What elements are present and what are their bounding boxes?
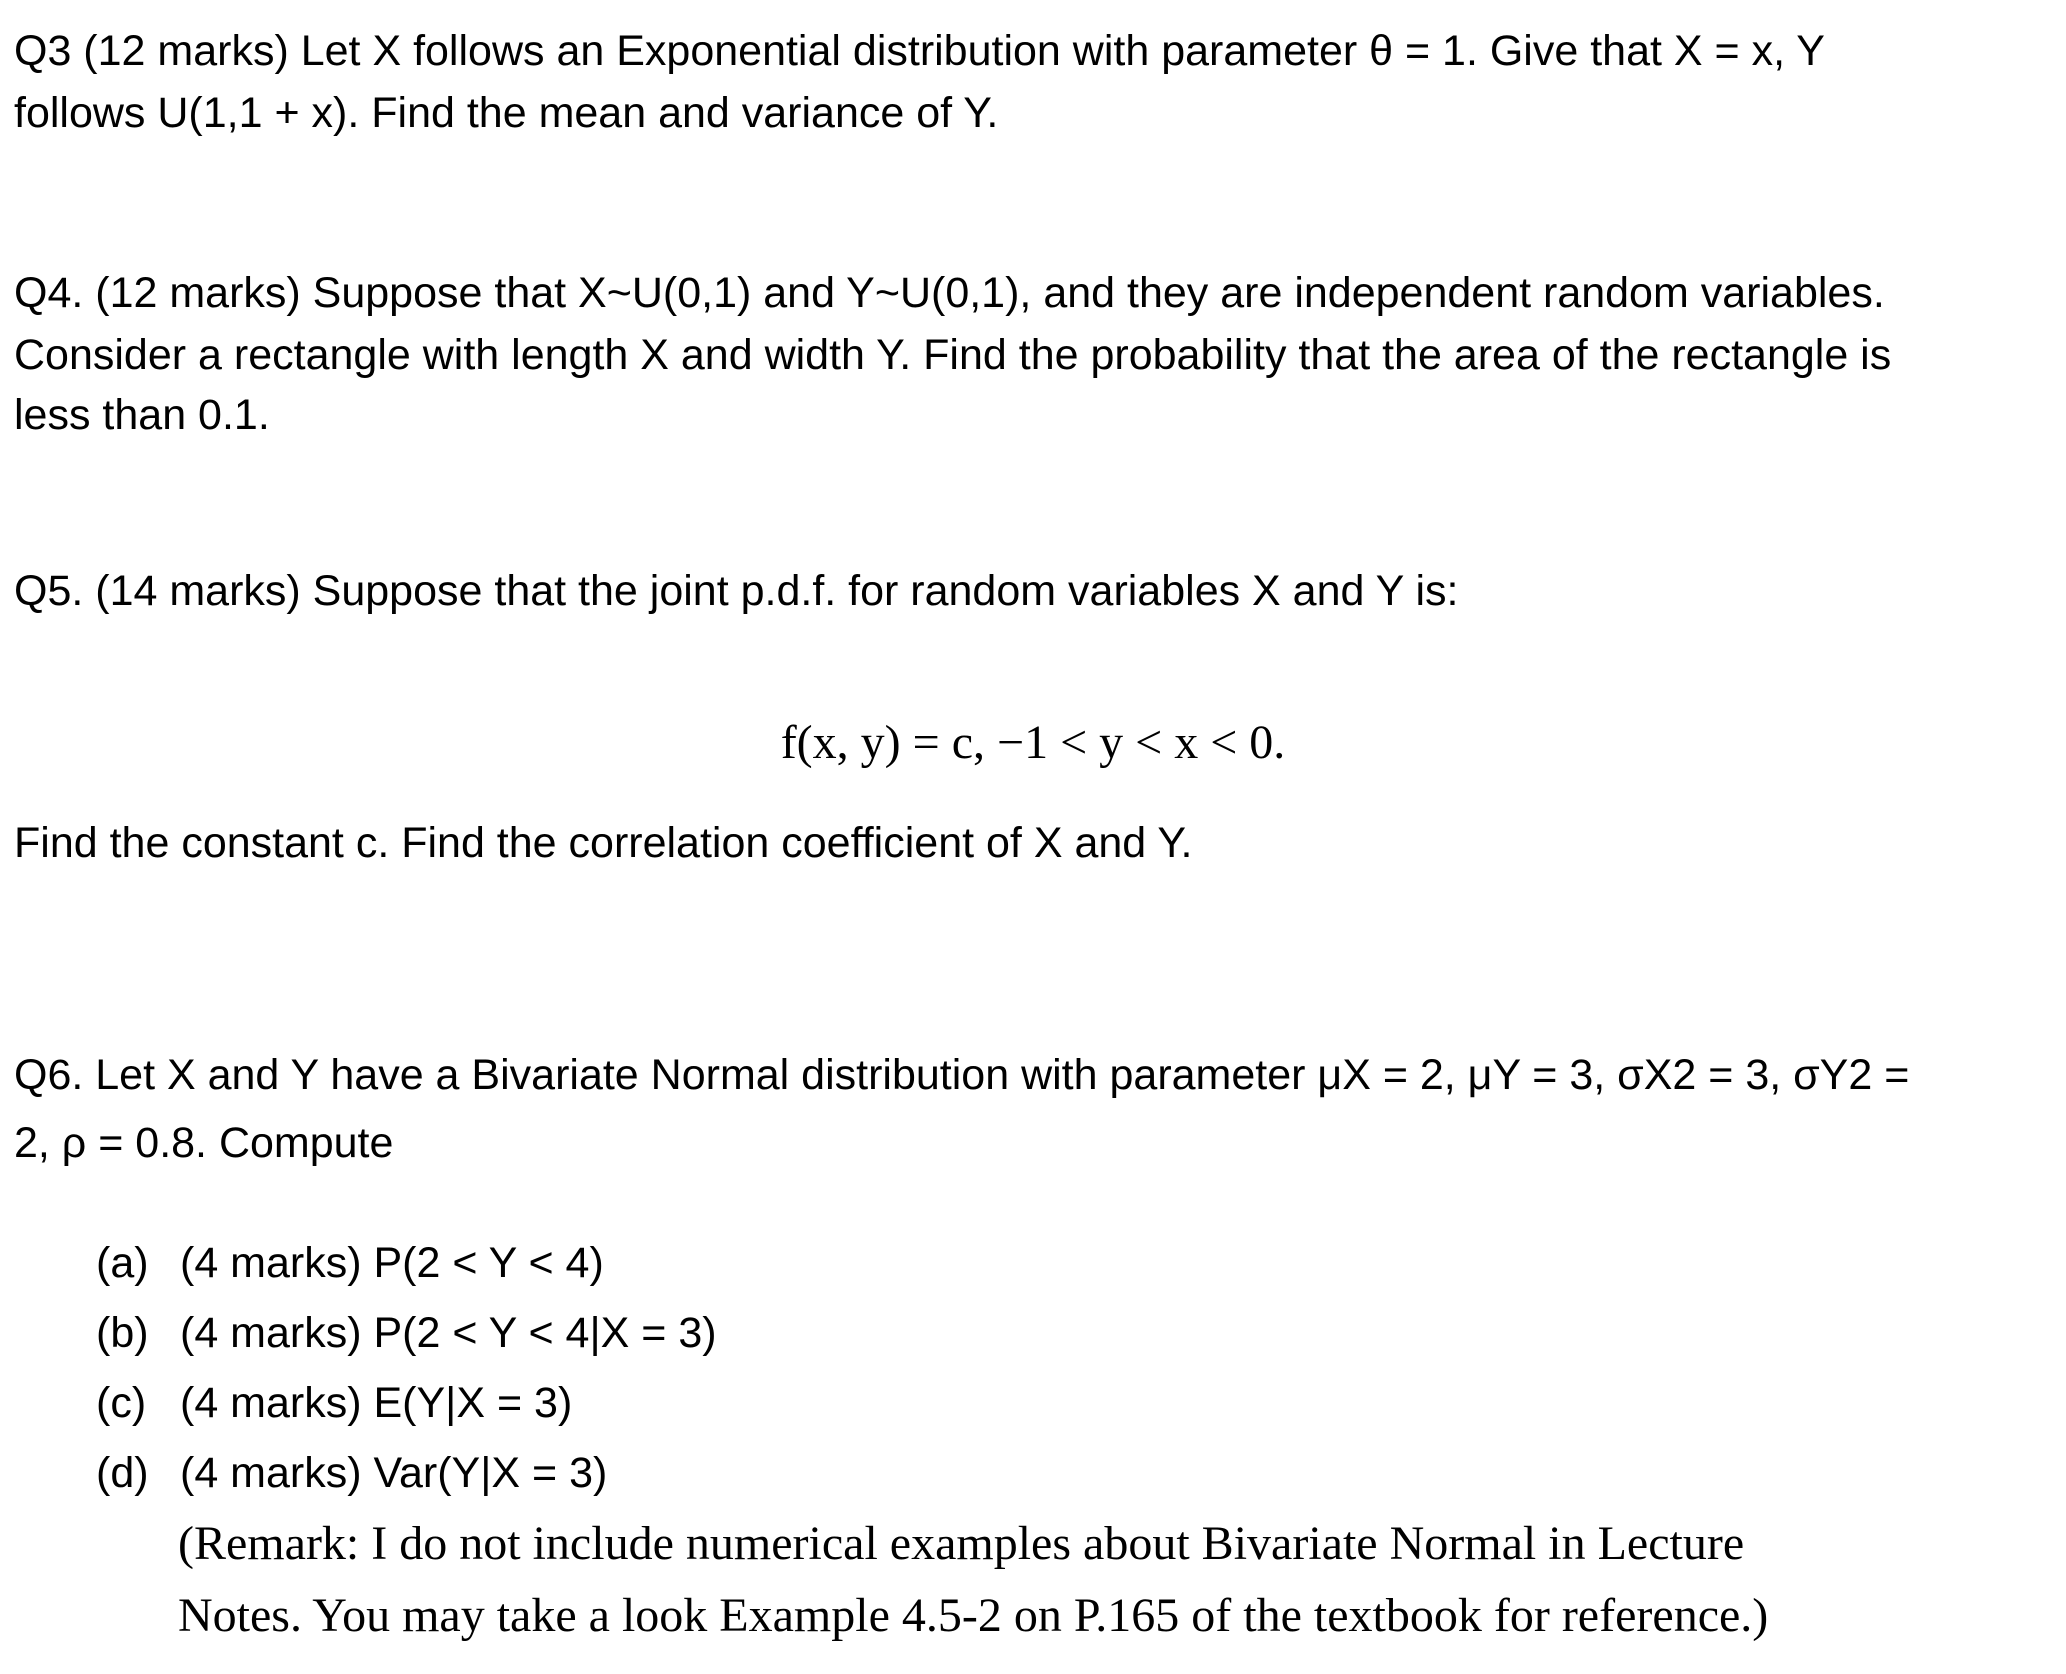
q5-line-1: Q5. (14 marks) Suppose that the joint p.d.f. for random variables X and Y is:	[14, 567, 1459, 615]
q6-line-1: Q6. Let X and Y have a Bivariate Normal distribution with parameter μX = 2, μY = 3, σX2 = 3, σY2 =	[14, 1051, 1910, 1099]
q4-line-1: Q4. (12 marks) Suppose that X~U(0,1) and Y~U(0,1), and they are independent random variables.	[14, 269, 1885, 317]
q6-item-c-text: (4 marks) E(Y|X = 3)	[180, 1379, 573, 1427]
q6-remark-line-1: (Remark: I do not include numerical examples about Bivariate Normal in Lecture	[178, 1517, 1745, 1570]
q6-item-d-label: (d)	[96, 1449, 149, 1497]
q6-item-c	[96, 1372, 572, 1434]
q6-item-b-text: (4 marks) P(2 < Y < 4|X = 3)	[180, 1309, 717, 1357]
q6-item-c-label: (c)	[96, 1379, 147, 1427]
q6-item-a-text: (4 marks) P(2 < Y < 4)	[180, 1239, 604, 1287]
q6-line-2: 2, ρ = 0.8. Compute	[14, 1119, 394, 1167]
q6-item-b	[96, 1302, 717, 1364]
q3-line-2: follows U(1,1 + x). Find the mean and variance of Y.	[14, 89, 999, 137]
q3-line-1: Q3 (12 marks) Let X follows an Exponential distribution with parameter θ = 1. Give that X = x, Y	[14, 27, 1825, 75]
q6-remark-line-2: Notes. You may take a look Example 4.5-2 on P.165 of the textbook for reference.)	[178, 1589, 1769, 1642]
q4-line-2: Consider a rectangle with length X and width Y. Find the probability that the area of the rectangle is	[14, 331, 1892, 379]
q6-item-a	[96, 1232, 604, 1294]
q6-item-d	[96, 1442, 607, 1504]
q6-item-a-label: (a)	[96, 1239, 149, 1287]
q5-line-2: Find the constant c. Find the correlation coefficient of X and Y.	[14, 819, 1193, 867]
q6-item-b-label: (b)	[96, 1309, 149, 1357]
q4-line-3: less than 0.1.	[14, 391, 270, 439]
q5-formula: f(x, y) = c, −1 < y < x < 0.	[780, 716, 1286, 769]
q6-item-d-text: (4 marks) Var(Y|X = 3)	[180, 1449, 608, 1497]
